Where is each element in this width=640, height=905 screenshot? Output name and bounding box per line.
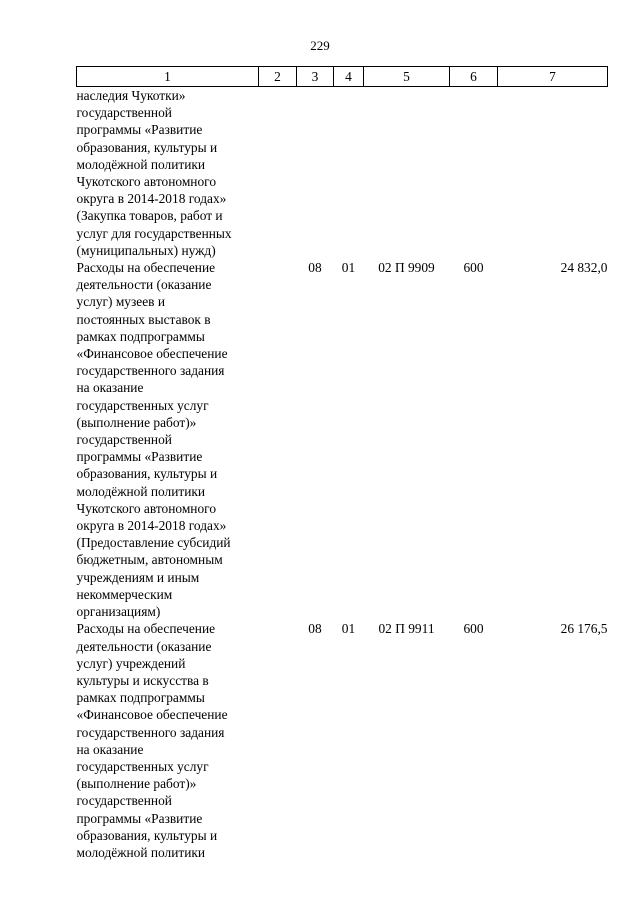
description-line: государственных услуг (76, 758, 209, 774)
row-expense-type-code: 600 (463, 621, 484, 637)
description-line: Чукотского автономного (76, 174, 217, 190)
column-header-6: 6 (450, 67, 498, 87)
row-column-2 (259, 87, 297, 260)
description-line: (выполнение работ)» (76, 776, 197, 792)
description-line: услуг) музеев и (76, 294, 165, 310)
description-line: программы «Развитие (76, 449, 203, 465)
description-line: (Закупка товаров, работ и (76, 208, 223, 224)
row-target-item-code (364, 87, 450, 260)
row-section-code: 08 (308, 260, 322, 276)
column-header-4: 4 (334, 67, 364, 87)
row-target-item-code: 02 П 9909 (378, 260, 435, 276)
description-line: программы «Развитие (76, 810, 203, 826)
description-line: молодёжной политики (76, 844, 206, 860)
row-expense-type-code (450, 87, 498, 260)
table-header (77, 67, 608, 87)
description-line: образования, культуры и (76, 139, 218, 155)
row-amount: 24 832,0 (560, 260, 608, 276)
description-line: округа в 2014-2018 годах» (76, 191, 227, 207)
description-line: наследия Чукотки» (76, 88, 186, 103)
table-row (77, 87, 608, 260)
description-line: молодёжной политики (76, 483, 206, 499)
description-line: государственного задания (76, 363, 225, 379)
header-row (77, 67, 608, 87)
row-column-2 (259, 620, 297, 861)
row-column-2 (259, 259, 297, 620)
row-subsection-code (334, 87, 364, 260)
description-line: Расходы на обеспечение (76, 621, 216, 637)
column-header-2: 2 (259, 67, 297, 87)
row-target-item-code: 02 П 9911 (378, 621, 435, 637)
description-line: государственной (76, 432, 172, 448)
page-number: 229 (310, 38, 330, 53)
table-row (77, 620, 608, 861)
column-header-3: 3 (297, 67, 334, 87)
row-description (77, 87, 259, 260)
budget-table (76, 66, 608, 861)
row-section-code (297, 87, 334, 260)
description-line: услуг) учреждений (76, 655, 186, 671)
description-line: некоммерческим (76, 586, 173, 602)
description-line: деятельности (оказание (76, 638, 212, 654)
description-line: (муниципальных) нужд) (76, 242, 216, 258)
row-subsection-code: 01 (341, 621, 356, 637)
description-line: «Финансовое обеспечение (76, 346, 228, 362)
row-section-code: 08 (308, 621, 322, 637)
description-line: (Предоставление субсидий (76, 535, 231, 551)
row-subsection-code: 01 (341, 260, 356, 276)
description-line: рамках подпрограммы (76, 690, 205, 706)
row-description (77, 259, 259, 620)
description-line: «Финансовое обеспечение (76, 707, 228, 723)
description-line: постоянных выставок в (76, 311, 211, 327)
description-line: на оказание (76, 741, 144, 757)
description-line: деятельности (оказание (76, 277, 212, 293)
description-line: бюджетным, автономным (76, 552, 223, 568)
table-row (77, 259, 608, 620)
description-line: программы «Развитие (76, 122, 203, 138)
column-header-5: 5 (364, 67, 450, 87)
column-header-7: 7 (498, 67, 608, 87)
description-line: округа в 2014-2018 годах» (76, 518, 227, 534)
description-line: Чукотского автономного (76, 500, 217, 516)
description-line: государственных услуг (76, 397, 209, 413)
description-line: (выполнение работ)» (76, 414, 197, 430)
row-description (77, 620, 259, 861)
description-line: государственной (76, 105, 172, 121)
row-amount: 26 176,5 (560, 621, 608, 637)
row-amount (498, 87, 608, 260)
description-line: учреждениям и иным (76, 569, 200, 585)
description-line: организациям) (76, 604, 161, 620)
description-line: молодёжной политики (76, 156, 206, 172)
description-line: государственного задания (76, 724, 225, 740)
column-header-1: 1 (77, 67, 259, 87)
description-line: услуг для государственных (76, 225, 232, 241)
description-line: образования, культуры и (76, 466, 218, 482)
description-line: Расходы на обеспечение (76, 260, 216, 276)
table-body (77, 87, 608, 862)
description-line: образования, культуры и (76, 827, 218, 843)
row-expense-type-code: 600 (463, 260, 484, 276)
description-line: рамках подпрограммы (76, 328, 205, 344)
description-line: государственной (76, 793, 172, 809)
description-line: культуры и искусства в (76, 672, 209, 688)
description-line: на оказание (76, 380, 144, 396)
